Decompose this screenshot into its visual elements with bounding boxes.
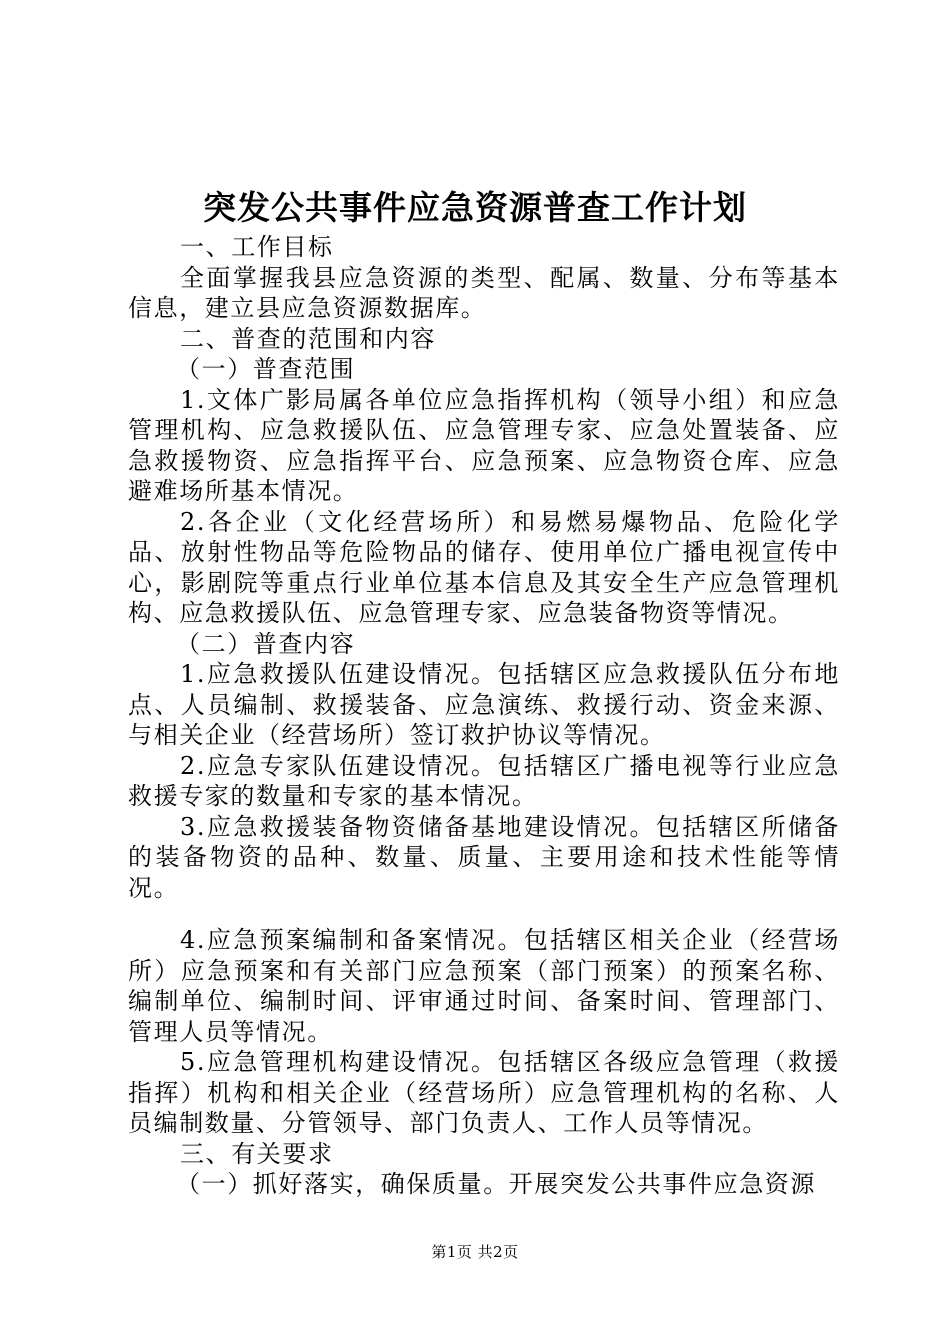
subsection-heading-scope: （一）普查范围 <box>176 355 356 383</box>
paragraph-content-1: 1.应急救援队伍建设情况。包括辖区应急救援队伍分布地点、人员编制、救援装备、应急演练、救援行动、资金来源、与相关企业（经营场所）签订救护协议等情况。 <box>128 660 840 749</box>
paragraph-gap <box>128 903 840 925</box>
paragraph-content-5: 5.应急管理机构建设情况。包括辖区各级应急管理（救援指挥）机构和相关企业（经营场所）应急管理机构的名称、人员编制数量、分管领导、部门负责人、工作人员等情况。 <box>128 1048 840 1137</box>
document-title: 突发公共事件应急资源普查工作计划 <box>203 188 747 227</box>
document-body <box>128 232 840 1200</box>
paragraph-content-2: 2.应急专家队伍建设情况。包括辖区广播电视等行业应急救援专家的数量和专家的基本情况。 <box>128 751 840 810</box>
section-heading-requirements: 三、有关要求 <box>180 1139 334 1168</box>
paragraph-scope-1: 1.文体广影局属各单位应急指挥机构（领导小组）和应急管理机构、应急救援队伍、应急管理专家、应急处置装备、应急救援物资、应急指挥平台、应急预案、应急物资仓库、应急避难场所基本情况。 <box>128 385 840 505</box>
page-number-footer: 第1页 共2页 <box>431 1243 519 1261</box>
paragraph-goal: 全面掌握我县应急资源的类型、配属、数量、分布等基本信息，建立县应急资源数据库。 <box>128 263 840 322</box>
section-heading-scope: 二、普查的范围和内容 <box>180 324 436 353</box>
paragraph-requirement-1: （一）抓好落实，确保质量。开展突发公共事件应急资源 <box>176 1170 816 1198</box>
subsection-heading-content: （二）普查内容 <box>176 629 356 658</box>
paragraph-scope-2: 2.各企业（文化经营场所）和易燃易爆物品、危险化学品、放射性物品等危险物品的储存、使用单位广播电视宣传中心，影剧院等重点行业单位基本信息及其安全生产应急管理机构、应急救援队伍、应急管理专家、应急装备物资等情况。 <box>128 507 840 627</box>
paragraph-content-4: 4.应急预案编制和备案情况。包括辖区相关企业（经营场所）应急预案和有关部门应急预案（部门预案）的预案名称、编制单位、编制时间、评审通过时间、备案时间、管理部门、管理人员等情况。 <box>128 926 840 1046</box>
section-heading-goal: 一、工作目标 <box>180 233 334 261</box>
paragraph-content-3: 3.应急救援装备物资储备基地建设情况。包括辖区所储备的装备物资的品种、数量、质量、主要用途和技术性能等情况。 <box>128 812 840 902</box>
